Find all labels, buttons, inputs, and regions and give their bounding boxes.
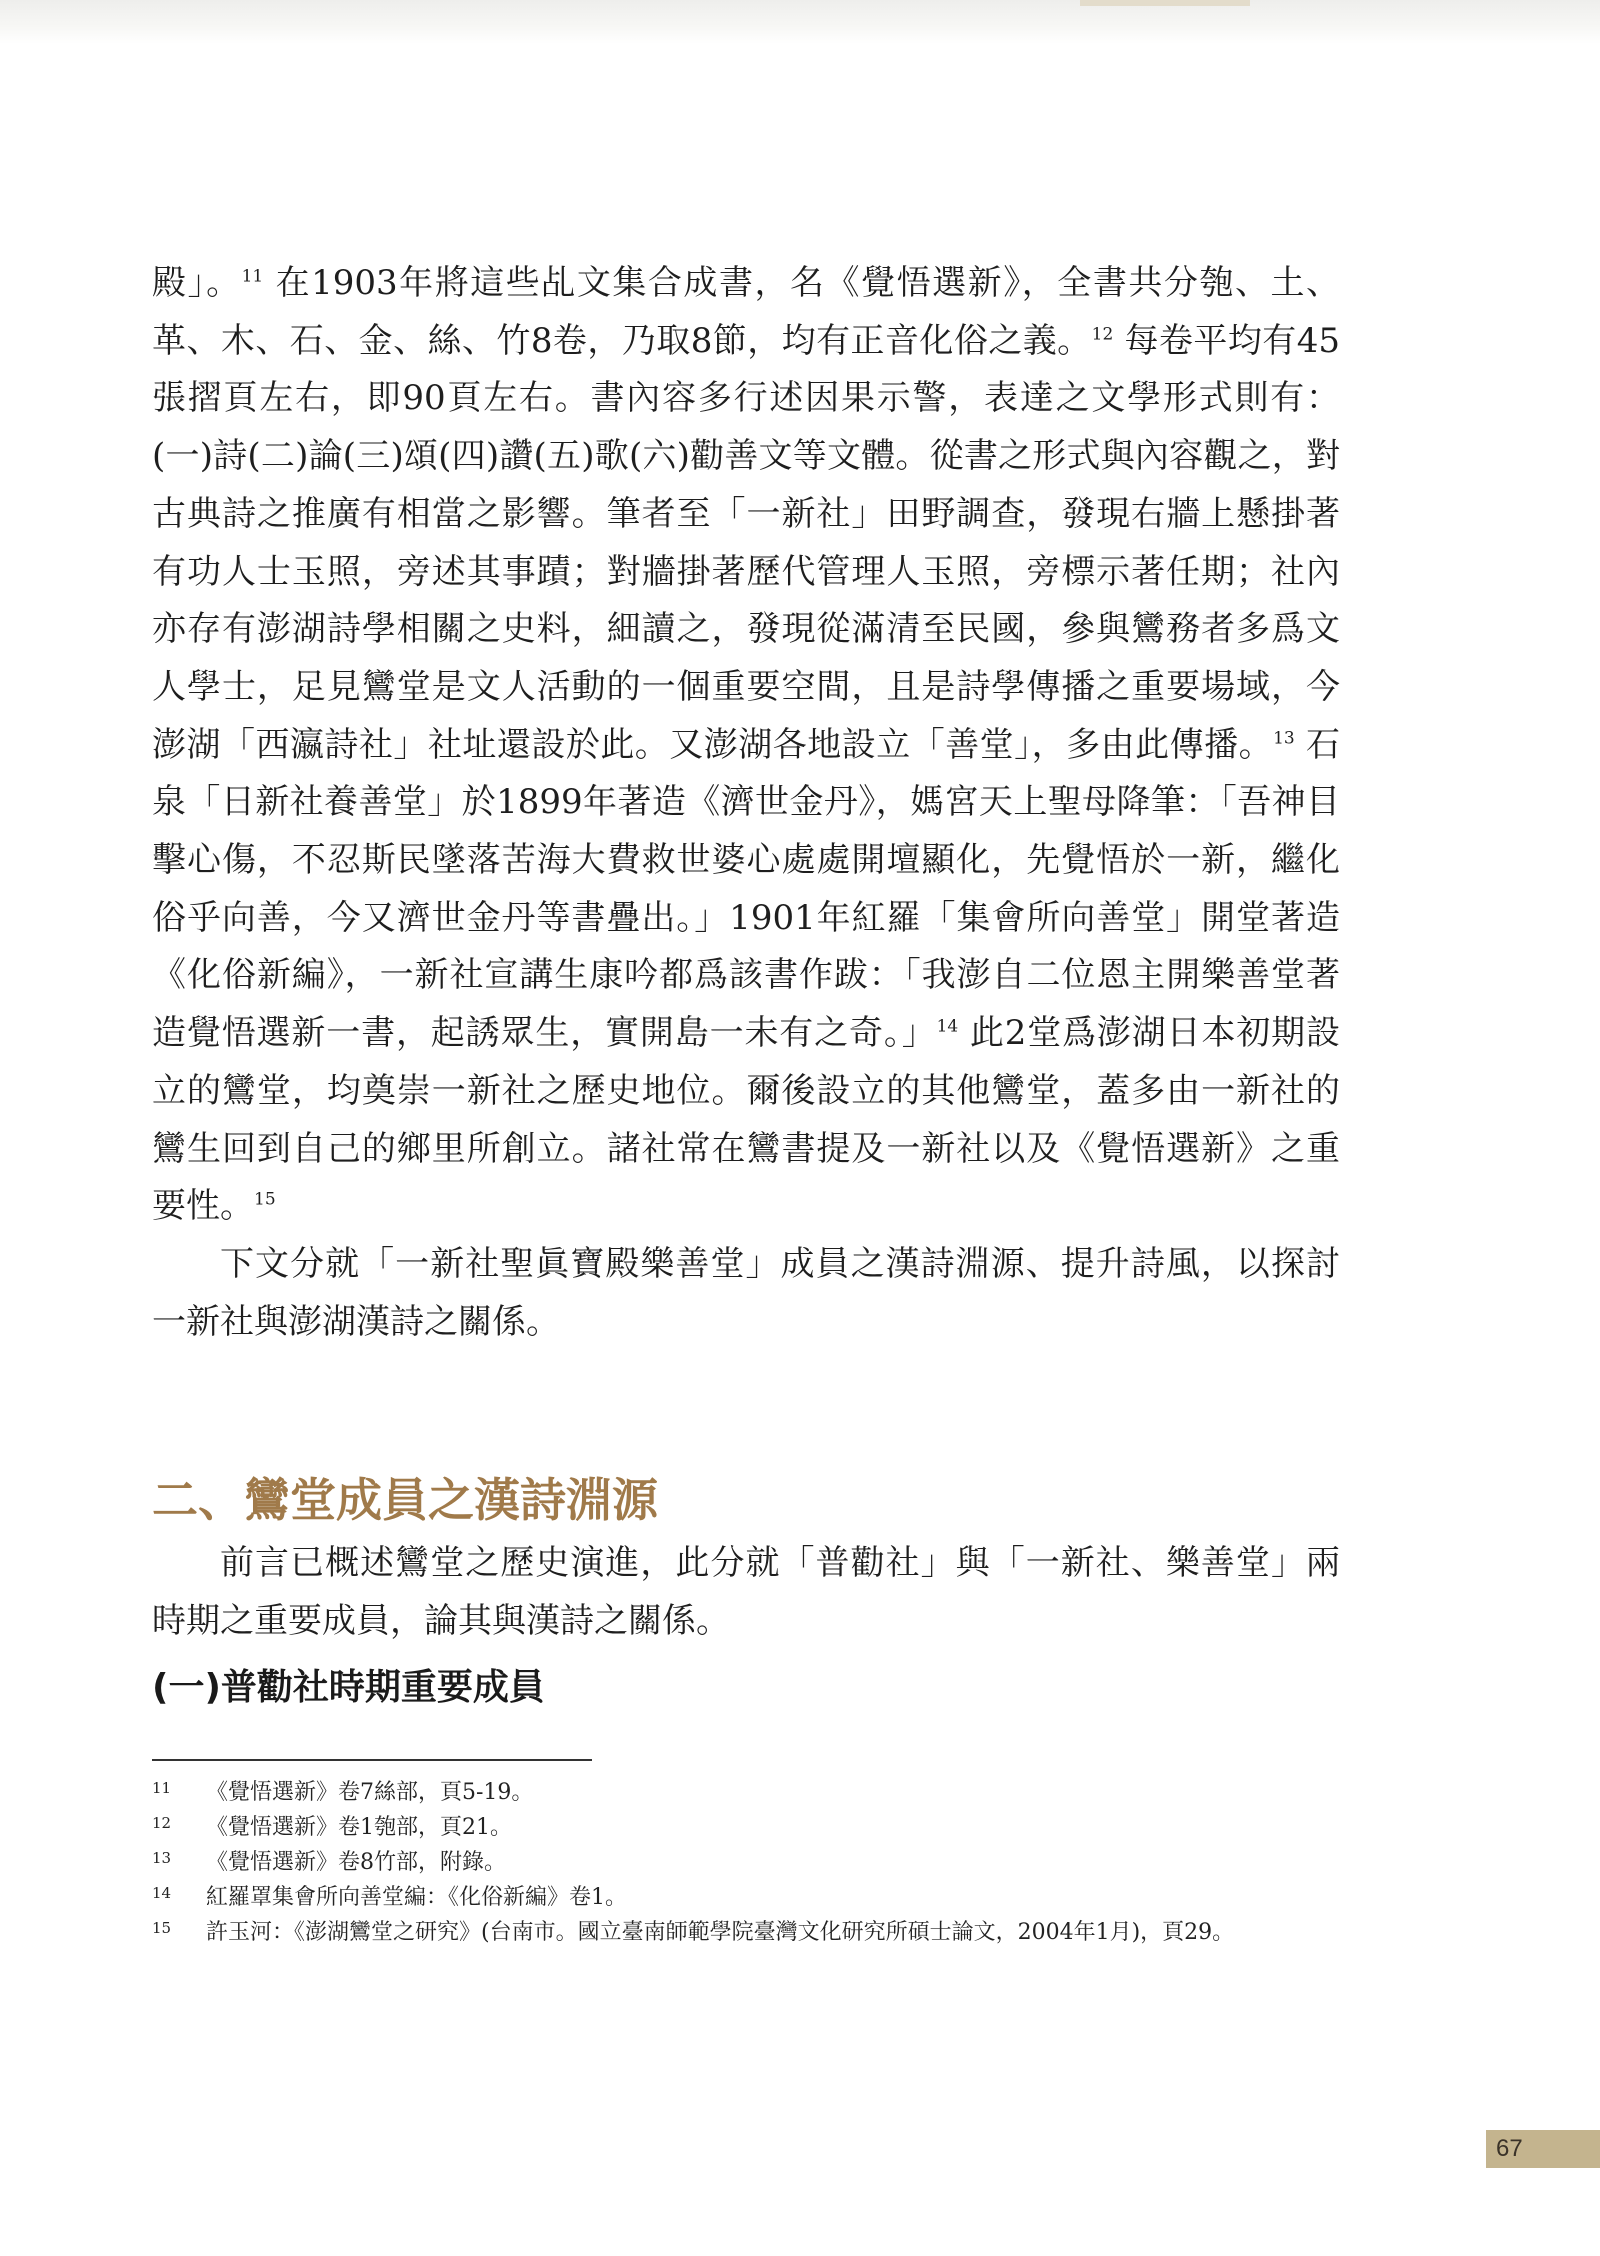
paragraph [152,255,1340,1236]
footnote-number: 14 [152,1883,172,1902]
footnote-ref: 15 [254,1189,276,1210]
footnote-text: 《覺悟選新》卷7絲部，頁5-19。 [206,1779,534,1805]
footnote [152,1810,1340,1845]
text-run: 在1903年將這些乩文集合成書，名《覺悟選新》，全書共分匏、土、革、木、石、金、絲、竹8卷，乃取8節，均有正音化俗之義。 [152,263,1341,361]
footnotes [152,1775,1340,1950]
footnote-number: 11 [152,1778,172,1797]
page-content [152,255,1340,1950]
footnote-ref: 12 [1091,324,1114,345]
footnote-number: 12 [152,1813,172,1832]
section-heading: 二、鸞堂成員之漢詩淵源 [152,1473,658,1528]
subsection-heading: (一)普勸社時期重要成員 [152,1666,545,1708]
scan-top-edge [0,0,1600,44]
footnote-text: 《覺悟選新》卷1匏部，頁21。 [206,1814,512,1840]
body-text [152,255,1340,1351]
footnote-ref: 13 [1273,728,1295,749]
footnote-ref: 14 [936,1016,959,1037]
text-run: 石泉「日新社養善堂」於1899年著造《濟世金丹》，媽宮天上聖母降筆：「吾神目擊心傷，不忍斯民墜落苦海大費救世婆心處處開壇顯化，先覺悟於一新，繼化俗乎向善，今又濟世金丹等書疊出。」1901年紅羅「集會所向善堂」開堂著造《化俗新編》，一新社宣講生康吟都爲該書作跋：「我澎自二位恩主開樂善堂著造覺悟選新一書，起誘眾生，實開島一未有之奇。」 [152,724,1340,1054]
text-run: 此2堂爲澎湖日本初期設立的鸞堂，均奠崇一新社之歷史地位。爾後設立的其他鸞堂，蓋多由一新社的鸞生回到自己的鄉里所創立。諸社常在鸞書提及一新社以及《覺悟選新》之重要性。 [152,1013,1340,1227]
text-run: 每卷平均有45張摺頁左右，即90頁左右。書內容多行述因果示警，表達之文學形式則有：(一)詩(二)論(三)頌(四)讚(五)歌(六)勸善文等文體。從書之形式與內容觀之，對古典詩之推廣有相當之影響。筆者至「一新社」田野調查，發現右牆上懸掛著有功人士玉照，旁述其事蹟；對牆掛著歷代管理人玉照，旁標示著任期；社內亦存有澎湖詩學相關之史料，細讀之，發現從滿清至民國，參與鸞務者多爲文人學士，足見鸞堂是文人活動的一個重要空間，且是詩學傳播之重要場域，今澎湖「西瀛詩社」社址還設於此。又澎湖各地設立「善堂」，多由此傳播。 [152,320,1341,765]
footnote-text: 《覺悟選新》卷8竹部，附錄。 [206,1849,506,1875]
footnote-text: 紅羅罩集會所向善堂編：《化俗新編》卷1。 [206,1884,627,1910]
text-run: 下文分就「一新社聖眞寶殿樂善堂」成員之漢詩淵源、提升詩風，以探討一新社與澎湖漢詩之關係。 [152,1243,1340,1342]
paragraph [152,1236,1340,1351]
page-number: 67 [1486,2130,1600,2168]
footnote [152,1845,1340,1880]
footnote-ref: 11 [241,266,264,287]
section-body: 前言已概述鸞堂之歷史演進，此分就「普勸社」與「一新社、樂善堂」兩時期之重要成員，論其與漢詩之關係。 [152,1543,1340,1642]
footnote-number: 13 [152,1848,172,1867]
footnote-divider [152,1759,592,1761]
footnote-text: 許玉河：《澎湖鸞堂之研究》(台南市。國立臺南師範學院臺灣文化研究所碩士論文，2004年1月)，頁29。 [206,1919,1235,1945]
footnote [152,1915,1340,1950]
text-run: 殿」。 [152,263,242,303]
scan-top-mark [1080,0,1250,6]
footnote [152,1775,1340,1810]
footnote [152,1880,1340,1915]
footnote-number: 15 [152,1918,172,1937]
